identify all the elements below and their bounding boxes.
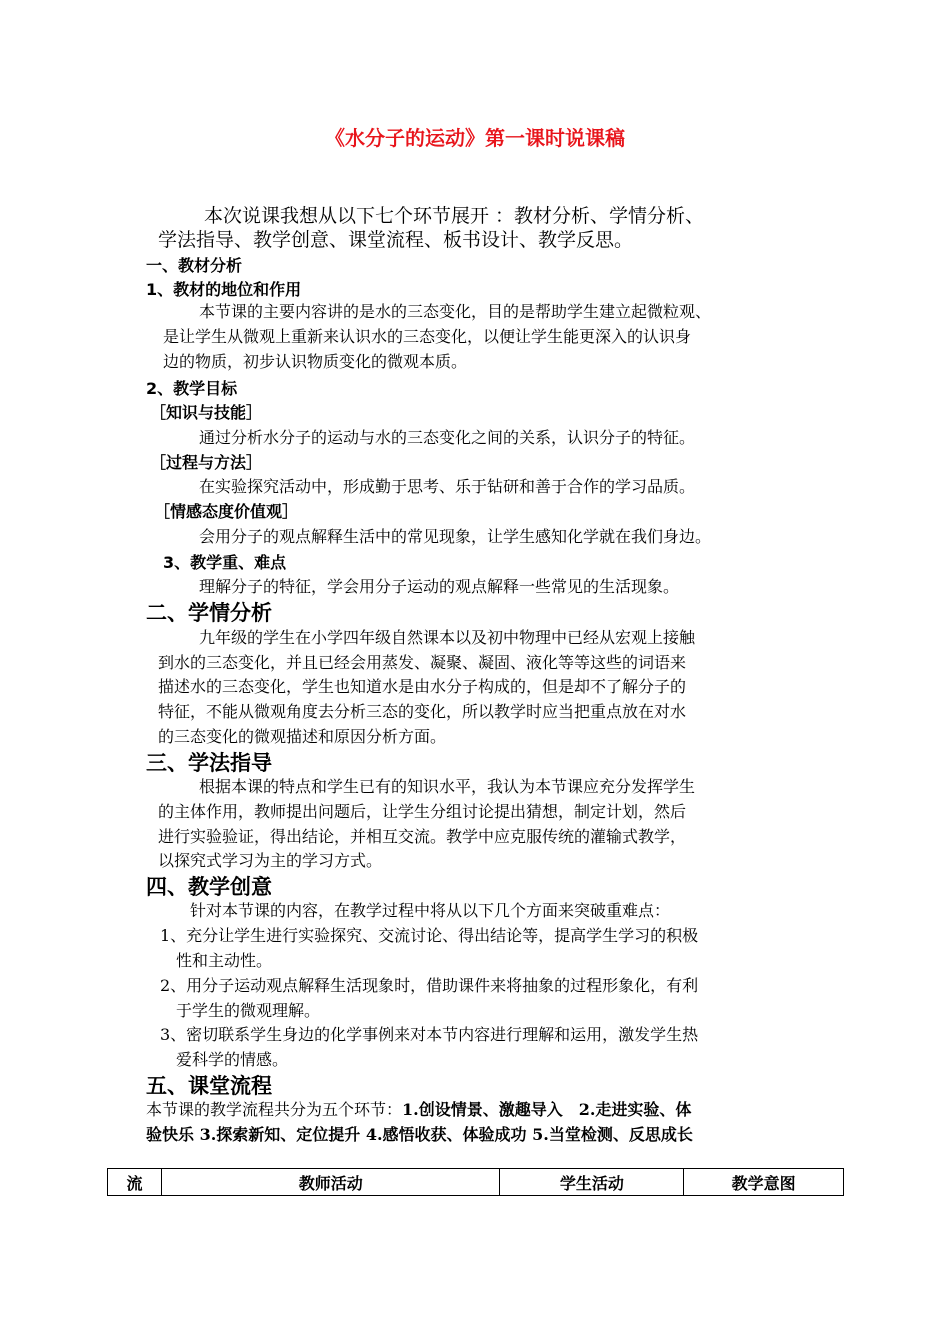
intro-line-2: 学法指导、教学创意、课堂流程、板书设计、教学反思。 <box>158 229 634 251</box>
paragraph-1-1-line-1: 本节课的主要内容讲的是水的三态变化，目的是帮助学生建立起微粒观、 <box>199 302 712 321</box>
table-header-row <box>108 1169 844 1196</box>
list-item-2-line-2: 于学生的微观理解。 <box>176 1001 321 1020</box>
body-process-method: 在实验探究活动中，形成勤于思考、乐于钻研和善于合作的学习品质。 <box>199 477 696 496</box>
list-item-3-line-2: 爱科学的情感。 <box>176 1050 289 1069</box>
subheading-1-1: 1、教材的地位和作用 <box>146 280 302 299</box>
paragraph-3-line-3: 进行实验验证，得出结论，并相互交流。教学中应克服传统的灌输式教学， <box>158 827 687 846</box>
subheading-1-2: 2、教学目标 <box>146 379 238 398</box>
body-key-points: 理解分子的特征，学会用分子运动的观点解释一些常见的生活现象。 <box>199 577 680 596</box>
paragraph-1-1-line-2: 是让学生从微观上重新来认识水的三态变化，以便让学生能更深入的认识身 <box>163 327 692 346</box>
section-heading-4: 四、教学创意 <box>146 875 272 899</box>
paragraph-5-steps-1: 1.创设情景、激趣导入 2.走进实验、体 <box>402 1100 692 1119</box>
paragraph-3-line-2: 的主体作用，教师提出问题后，让学生分组讨论提出猜想，制定计划，然后 <box>158 802 687 821</box>
page-title: 《水分子的运动》第一课时说课稿 <box>325 126 625 150</box>
section-heading-5: 五、课堂流程 <box>146 1074 272 1098</box>
body-emotion-values: 会用分子的观点解释生活中的常见现象，让学生感知化学就在我们身边。 <box>199 527 712 546</box>
paragraph-3-line-4: 以探究式学习为主的学习方式。 <box>158 851 383 870</box>
label-process-method: ［过程与方法］ <box>150 453 263 472</box>
label-knowledge-skills: ［知识与技能］ <box>150 403 263 422</box>
paragraph-1-1-line-3: 边的物质，初步认识物质变化的微观本质。 <box>163 352 468 371</box>
paragraph-2-line-1: 九年级的学生在小学四年级自然课本以及初中物理中已经从宏观上接触 <box>199 628 696 647</box>
label-emotion-values: ［情感态度价值观］ <box>154 502 299 521</box>
paragraph-3-line-1: 根据本课的特点和学生已有的知识水平，我认为本节课应充分发挥学生 <box>199 777 696 796</box>
paragraph-2-line-2: 到水的三态变化，并且已经会用蒸发、凝聚、凝固、液化等等这些的词语来 <box>158 653 687 672</box>
table-header-flow: 流 <box>108 1169 162 1196</box>
paragraph-5-steps-2: 验快乐 3.探索新知、定位提升 4.感悟收获、体验成功 5.当堂检测、反思成长 <box>146 1125 693 1144</box>
subheading-1-3: 3、教学重、难点 <box>163 553 287 572</box>
list-item-1-line-2: 性和主动性。 <box>176 951 273 970</box>
list-item-1-line-1: 1、充分让学生进行实验探究、交流讨论、得出结论等，提高学生学习的积极 <box>160 926 699 945</box>
section-heading-2: 二、学情分析 <box>146 601 272 625</box>
table-header-intent: 教学意图 <box>684 1169 844 1196</box>
paragraph-2-line-3: 描述水的三态变化，学生也知道水是由水分子构成的，但是却不了解分子的 <box>158 677 687 696</box>
section-heading-3: 三、学法指导 <box>146 751 272 775</box>
list-item-2-line-1: 2、用分子运动观点解释生活现象时，借助课件来将抽象的过程形象化，有利 <box>160 976 699 995</box>
table-header-student: 学生活动 <box>500 1169 684 1196</box>
paragraph-4-lead: 针对本节课的内容，在教学过程中将从以下几个方面来突破重难点： <box>190 901 671 920</box>
list-item-3-line-1: 3、密切联系学生身边的化学事例来对本节内容进行理解和运用，激发学生热 <box>160 1025 699 1044</box>
body-knowledge-skills: 通过分析水分子的运动与水的三态变化之间的关系，认识分子的特征。 <box>199 428 696 447</box>
paragraph-2-line-5: 的三态变化的微观描述和原因分析方面。 <box>158 727 447 746</box>
paragraph-2-line-4: 特征，不能从微观角度去分析三态的变化，所以教学时应当把重点放在对水 <box>158 702 687 721</box>
paragraph-5-lead: 本节课的教学流程共分为五个环节： <box>146 1100 403 1119</box>
table-header-teacher: 教师活动 <box>161 1169 500 1196</box>
section-heading-1: 一、教材分析 <box>146 256 243 275</box>
intro-line-1: 本次说课我想从以下七个环节展开 ：教材分析、学情分析、 <box>204 205 705 227</box>
paragraph-5-line-1 <box>146 1097 691 1122</box>
flow-table <box>107 1168 844 1196</box>
